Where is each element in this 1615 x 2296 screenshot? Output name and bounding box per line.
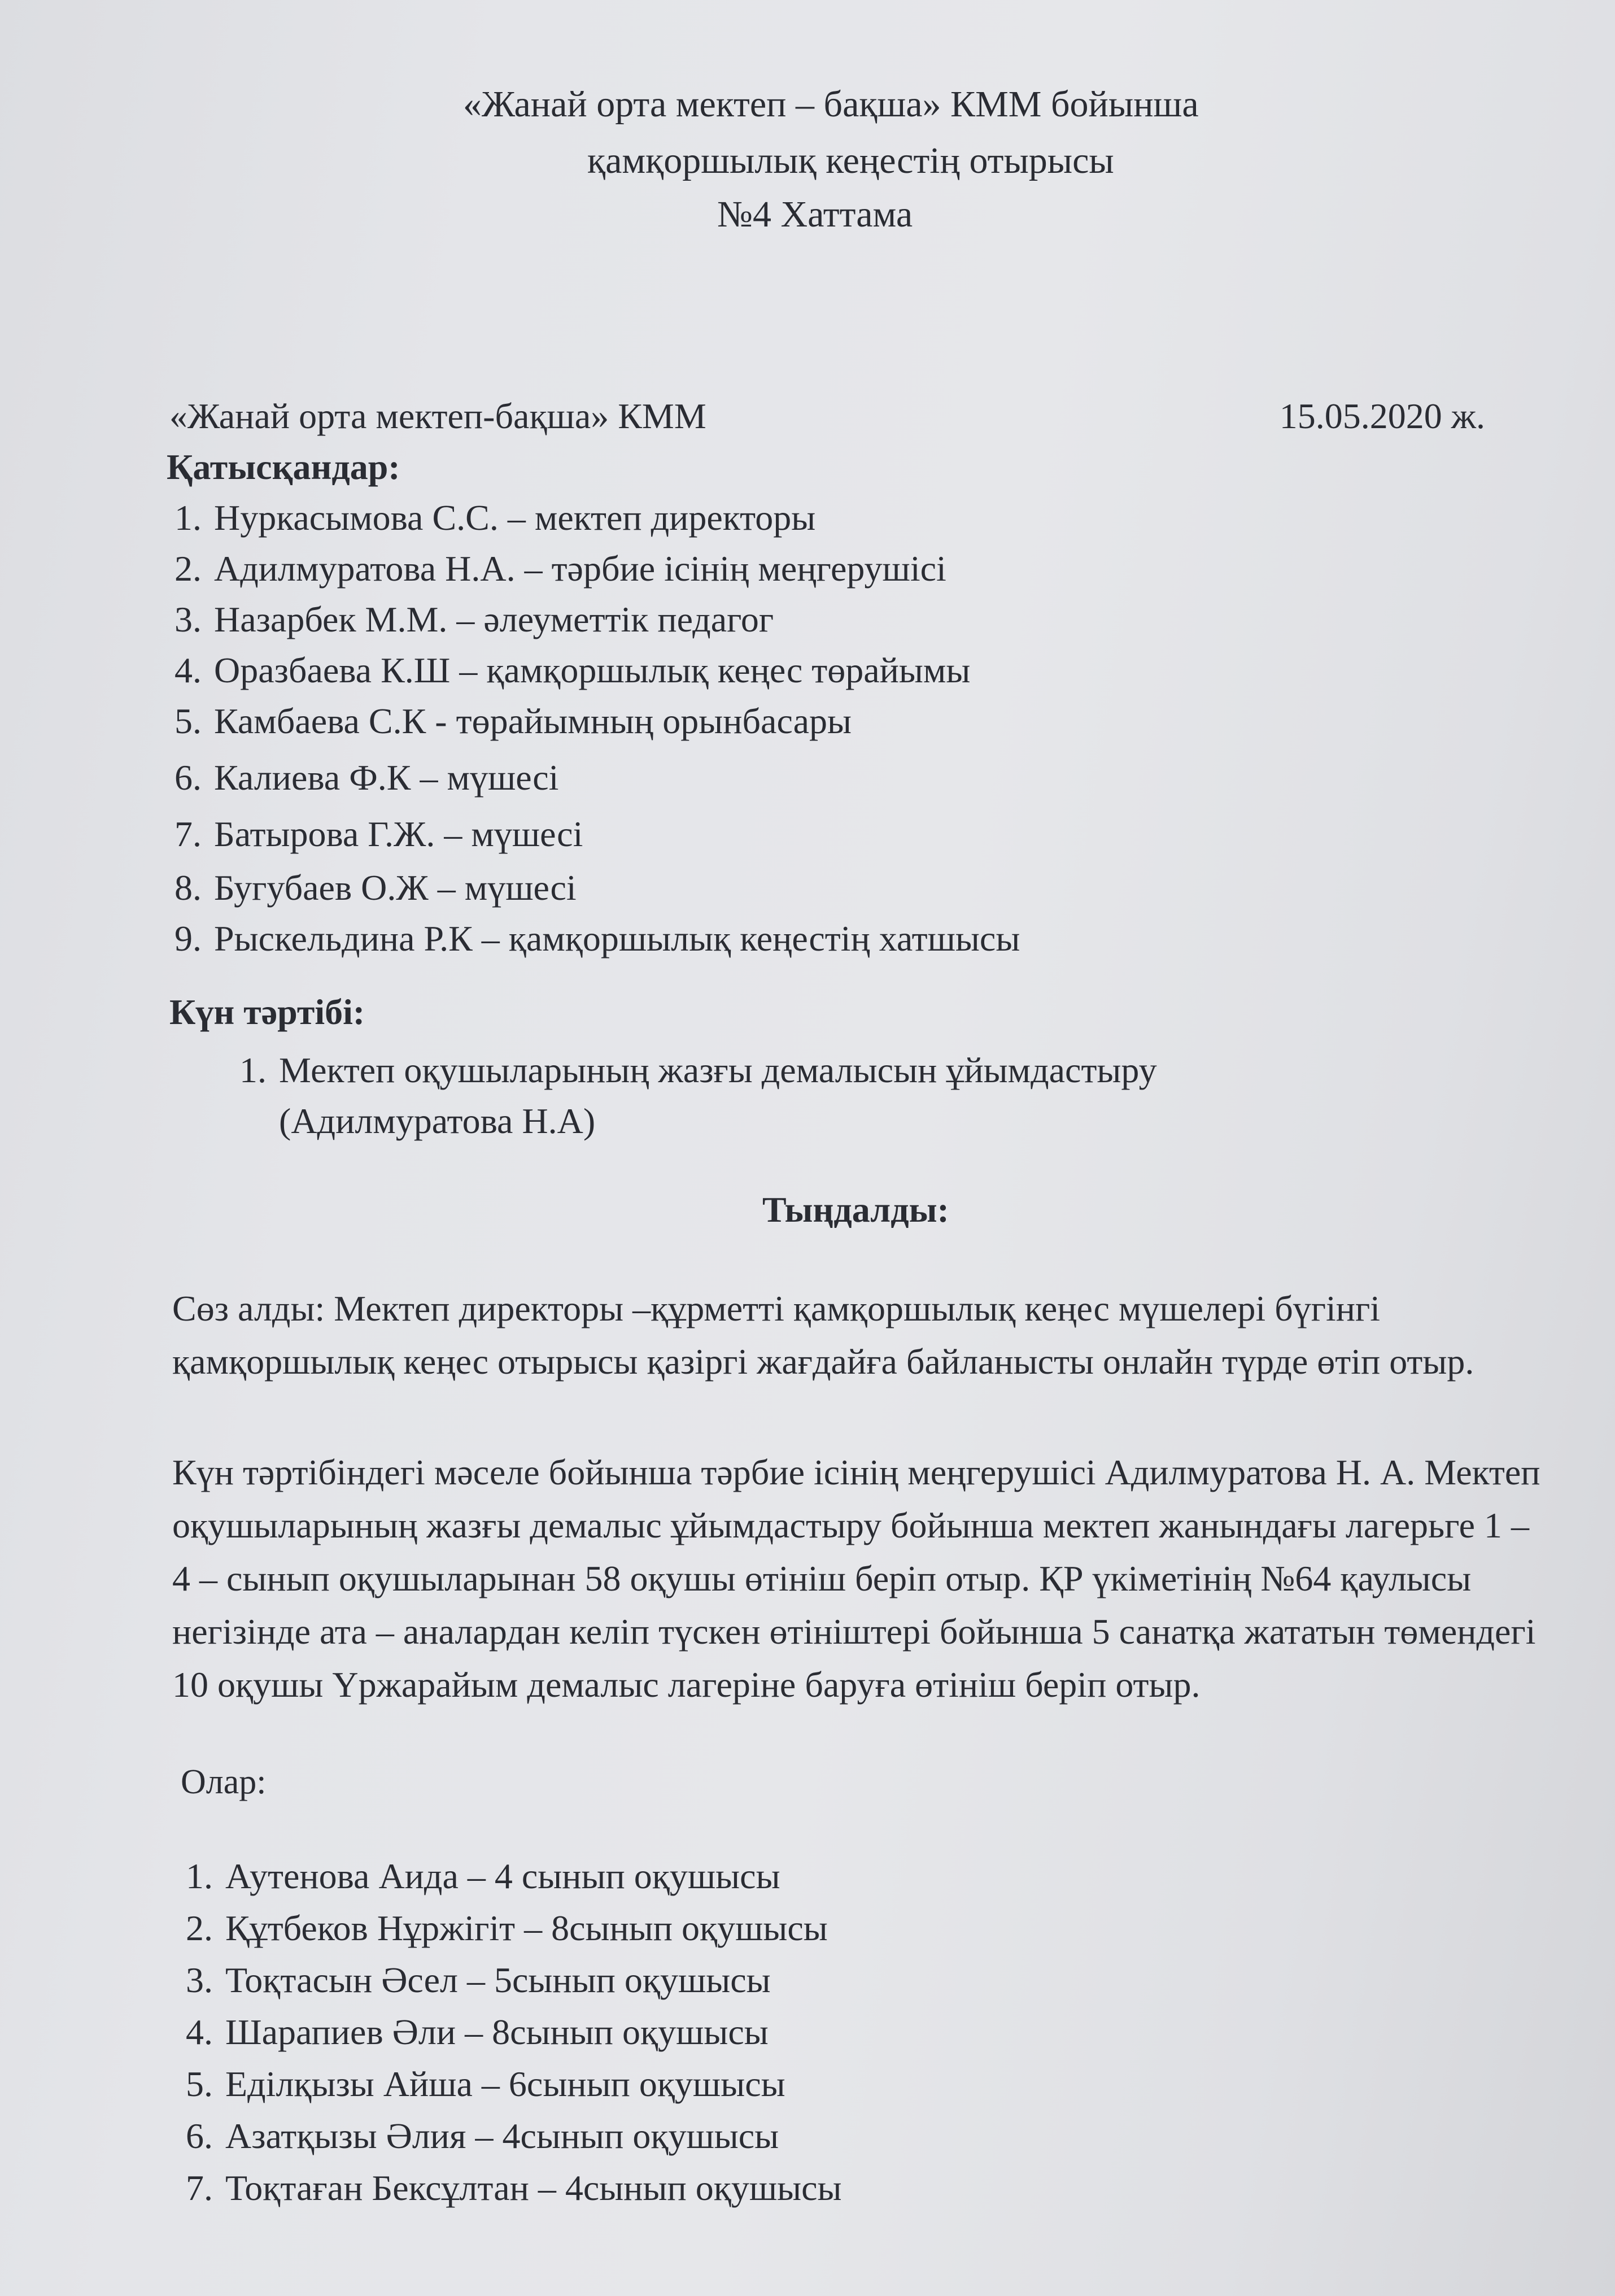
list-item [150, 650, 970, 691]
list-item [161, 2115, 779, 2157]
list-item-text: Адилмуратова Н.А. – тәрбие ісінің меңгерушісі [214, 548, 946, 589]
list-item-number: 7. [174, 814, 202, 854]
header-line-2: қамқоршылық кеңестің отырысы [587, 140, 1114, 181]
list-item [161, 2011, 769, 2053]
list-item-text: Тоқтаған Бексұлтан – 4сынып оқушысы [225, 2168, 842, 2208]
list-item [150, 548, 946, 590]
list-item-text: Рыскельдина Р.К – қамқоршылық кеңестің хатшысы [214, 918, 1020, 959]
list-item-number: 7. [186, 2168, 213, 2208]
list-item-text: Назарбек М.М. – әлеуметтік педагог [214, 599, 774, 639]
document-number: №4 Хаттама [717, 194, 913, 235]
list-item-text: Еділқызы Айша – 6сынып оқушысы [225, 2064, 785, 2104]
list-item-text: Калиева Ф.К – мүшесі [214, 757, 559, 798]
list-item-text: Камбаева С.К - төрайымның орынбасары [214, 701, 852, 741]
participants-list [150, 497, 1448, 966]
list-item-number: 4. [174, 650, 202, 690]
students-list [161, 1855, 1403, 2223]
list-item-text: Құтбеков Нұржігіт – 8сынып оқушысы [225, 1908, 828, 1948]
org-date-row [169, 395, 1502, 446]
agenda-item-speaker: (Адилмуратова Н.А) [279, 1101, 596, 1141]
header-line-1: «Жанай орта мектеп – бақша» КММ бойынша [463, 84, 1199, 125]
list-item-number: 3. [186, 1960, 213, 2000]
paragraph-report: Күн тәртібіндегі мәселе бойынша тәрбие ісінің меңгерушісі Адилмуратова Н. А. Мектеп оқушыларының жазғы демалыс ұйымдастыру бойынша мектеп жанындағы лагерьге 1 – 4 – сынып оқушыларынан 58 оқушы өтініш беріп отыр. ҚР үкіметінің №64 қаулысы негізінде ата – аналардан келіп түскен өтініштері бойынша 5 санатқа жататын төмендегі 10 оқушы Үржарайым демалыс лагеріне баруға өтініш беріп отыр. [172, 1452, 1540, 1705]
participants-label: Қатысқандар: [167, 447, 400, 487]
list-item-text: Оразбаева К.Ш – қамқоршылық кеңес төрайымы [214, 650, 971, 690]
list-item [150, 867, 577, 909]
list-item-number: 1. [174, 498, 202, 538]
list-item [150, 497, 815, 539]
document-date: 15.05.2020 ж. [1279, 396, 1485, 436]
list-item-number: 4. [186, 2012, 213, 2052]
list-item-number: 2. [186, 1908, 213, 1948]
list-item-number: 6. [186, 2116, 213, 2156]
students-intro: Олар: [181, 1763, 267, 1801]
list-item-number: 3. [174, 599, 202, 639]
list-item-text: Батырова Г.Ж. – мүшесі [214, 814, 583, 854]
agenda-item-text: Мектеп оқушыларының жазғы демалысын ұйымдастыру [279, 1050, 1157, 1090]
list-item-number: 6. [174, 757, 202, 798]
list-item-text: Шарапиев Әли – 8сынып оқушысы [225, 2012, 769, 2052]
list-item [161, 2167, 842, 2209]
list-item [150, 757, 558, 799]
list-item-number: 2. [174, 548, 202, 589]
list-item [150, 813, 583, 855]
list-item [161, 1907, 828, 1949]
list-item [150, 599, 774, 641]
agenda-item-number: 1. [239, 1050, 267, 1090]
list-item-text: Азатқызы Әлия – 4сынып оқушысы [225, 2116, 779, 2156]
list-item [161, 1855, 780, 1897]
list-item-number: 5. [174, 701, 202, 741]
list-item-text: Бугубаев О.Ж – мүшесі [214, 868, 577, 908]
organization-name: «Жанай орта мектеп-бақша» КММ [169, 396, 706, 436]
list-item-number: 1. [186, 1856, 213, 1896]
list-item-text: Аутенова Аида – 4 сынып оқушысы [225, 1856, 780, 1896]
list-item [161, 2063, 785, 2105]
list-item [150, 918, 1020, 960]
list-item-number: 8. [174, 868, 202, 908]
list-item [150, 700, 852, 742]
paragraph-opening: Сөз алды: Мектеп директоры –құрметті қамқоршылық кеңес мүшелері бүгінгі қамқоршылық кеңес отырысы қазіргі жағдайға байланысты онлайн түрде өтіп отыр. [172, 1288, 1474, 1382]
heard-heading: Тыңдалды: [762, 1190, 949, 1230]
list-item-text: Нуркасымова С.С. – мектеп директоры [214, 498, 816, 538]
list-item [161, 1959, 771, 2001]
list-item-text: Тоқтасын Әсел – 5сынып оқушысы [225, 1960, 771, 2000]
list-item-number: 5. [186, 2064, 213, 2104]
list-item-number: 9. [174, 918, 202, 959]
agenda-label: Күн тәртібі: [169, 992, 365, 1032]
